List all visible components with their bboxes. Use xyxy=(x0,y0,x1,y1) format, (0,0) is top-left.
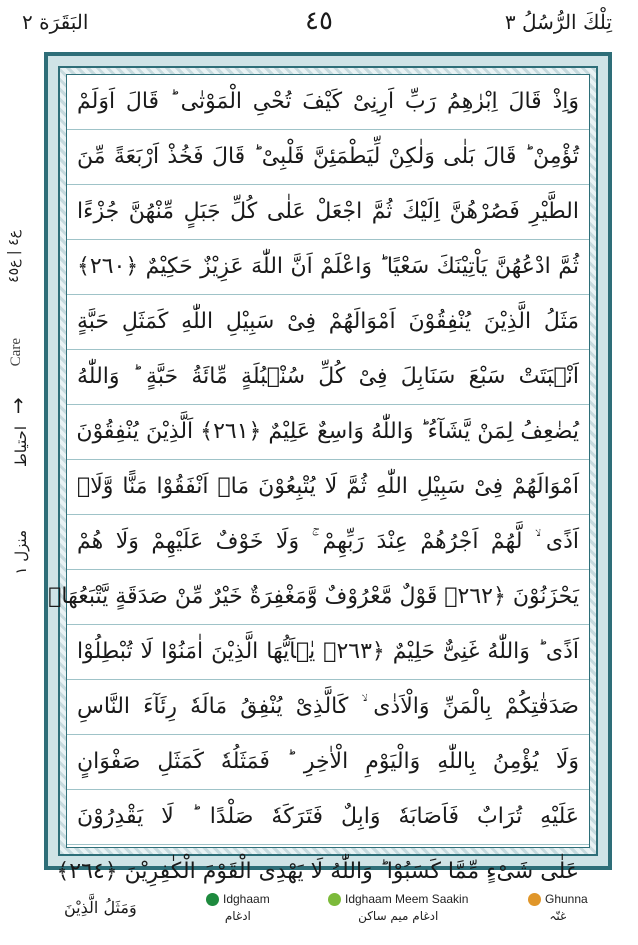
verse-line: صَدَقٰتِكُمْ بِالْمَنِّ وَالْاَذٰى ۙ كَالَّذِىْ يُنْفِقُ مَالَهٗ رِئَآءَ النَّاسِ xyxy=(67,680,589,735)
verse-line: اَذًى ؕ وَاللّٰهُ غَنِىٌّ حَلِيْمٌ ﴿٢٦٣﴾ يٰۤاَيُّهَا الَّذِيْنَ اٰمَنُوْا لَا تُبْطِلُوْا xyxy=(67,625,589,680)
verse-line: اَنْۢبَتَتْ سَبْعَ سَنَابِلَ فِىْ كُلِّ سُنْۢبُلَةٍ مِّائَةُ حَبَّةٍ ؕ وَاللّٰهُ xyxy=(67,350,589,405)
legend-urdu: ادغام xyxy=(224,909,251,924)
legend-urdu: ادغام میم ساکن xyxy=(358,909,439,924)
side-margin xyxy=(0,230,44,790)
manzil-label: منزل ١ xyxy=(12,530,30,575)
legend-idghaam xyxy=(206,892,270,923)
verse-line: ثُمَّ ادْعُهُنَّ يَاْتِيْنَكَ سَعْيًا ؕ وَاعْلَمْ اَنَّ اللّٰهَ عَزِيْزٌ حَكِيْمٌ ﴿٢٦٠﴾ xyxy=(67,240,589,295)
verse-line: يُضٰعِفُ لِمَنْ يَّشَآءُ ؕ وَاللّٰهُ وَاسِعٌ عَلِيْمٌ ﴿٢٦١﴾ اَلَّذِيْنَ يُنْفِقُوْنَ xyxy=(67,405,589,460)
page-footer xyxy=(0,870,638,945)
legend-ghunna xyxy=(528,892,588,923)
care-label: Care xyxy=(8,338,24,367)
legend-idghaam-meem-saakin xyxy=(328,892,468,923)
catchword: وَمَثَلُ الَّذِيْنَ xyxy=(64,898,137,917)
page-frame xyxy=(44,52,612,884)
verse-line: اَمْوَالَهُمْ فِىْ سَبِيْلِ اللّٰهِ ثُمَّ لَا يُتْبِعُوْنَ مَاۤ اَنْفَقُوْا مَنًّا وَّلَاۤ xyxy=(67,460,589,515)
page-header xyxy=(0,0,638,52)
verse-line: الطَّيْرِ فَصُرْهُنَّ اِلَيْكَ ثُمَّ اجْعَلْ عَلٰى كُلِّ جَبَلٍ مِّنْهُنَّ جُزْءًا xyxy=(67,185,589,240)
verse-line: عَلٰى شَىْءٍ مِّمَّا كَسَبُوْا ؕ وَاللّٰهُ لَا يَهْدِى الْقَوْمَ الْكٰفِرِيْنَ ﴿٢٦٤﴾ xyxy=(56,859,579,884)
verse-line: اَذًى ۙ لَّهُمْ اَجْرُهُمْ عِنْدَ رَبِّهِمْ ۚ وَلَا خَوْفٌ عَلَيْهِمْ وَلَا هُمْ xyxy=(67,515,589,570)
juz-name: تِلْكَ الرُّسُلُ ٣ xyxy=(504,10,612,34)
legend-label: Idghaam Meem Saakin xyxy=(345,892,469,906)
idghaam-dot-icon xyxy=(206,893,219,906)
verse-line: وَلَا يُؤْمِنُ بِاللّٰهِ وَالْيَوْمِ الْاٰخِرِ ؕ فَمَثَلُهٗ كَمَثَلِ صَفْوَانٍ xyxy=(67,735,589,790)
legend-urdu: غنّہ xyxy=(549,909,567,924)
page-number: ٤٥ xyxy=(305,6,333,36)
surah-name: البَقَرَة ٢ xyxy=(22,10,89,34)
idghaam-meem-dot-icon xyxy=(328,893,341,906)
verse-line: تُؤْمِنْ ؕ قَالَ بَلٰى وَلٰكِنْ لِّيَطْمَئِنَّ قَلْبِىْ ؕ قَالَ فَخُذْ اَرْبَعَةً مِّنَ xyxy=(67,130,589,185)
verse-line: عَلَيْهِ تُرَابٌ فَاَصَابَهٗ وَابِلٌ فَتَرَكَهٗ صَلْدًا ؕ لَا يَقْدِرُوْنَ xyxy=(67,790,589,845)
verse-line: مَثَلُ الَّذِيْنَ يُنْفِقُوْنَ اَمْوَالَهُمْ فِىْ سَبِيْلِ اللّٰهِ كَمَثَلِ حَبَّةٍ xyxy=(67,295,589,350)
rukuh-marker: ع٤ | ع٤٥ xyxy=(6,230,22,283)
verse-lines xyxy=(48,74,590,884)
legend-label: Ghunna xyxy=(545,892,588,906)
ornamental-border xyxy=(48,66,598,884)
ghunna-dot-icon xyxy=(528,893,541,906)
verse-line: وَاِذْ قَالَ اِبْرٰهِمُ رَبِّ اَرِنِىْ كَيْفَ تُحْىِ الْمَوْتٰى ؕ قَالَ اَوَلَمْ xyxy=(67,75,589,130)
up-arrow-icon: ↑ xyxy=(10,394,27,418)
legend-label: Idghaam xyxy=(223,892,270,906)
ehtiyat-label: احتياط xyxy=(12,426,30,467)
verse-line: يَحْزَنُوْنَ ﴿٢٦٢﴾ قَوْلٌ مَّعْرُوْفٌ وَّمَغْفِرَةٌ خَيْرٌ مِّنْ صَدَقَةٍ يَّتْبَعُهَاۤ xyxy=(67,570,589,625)
